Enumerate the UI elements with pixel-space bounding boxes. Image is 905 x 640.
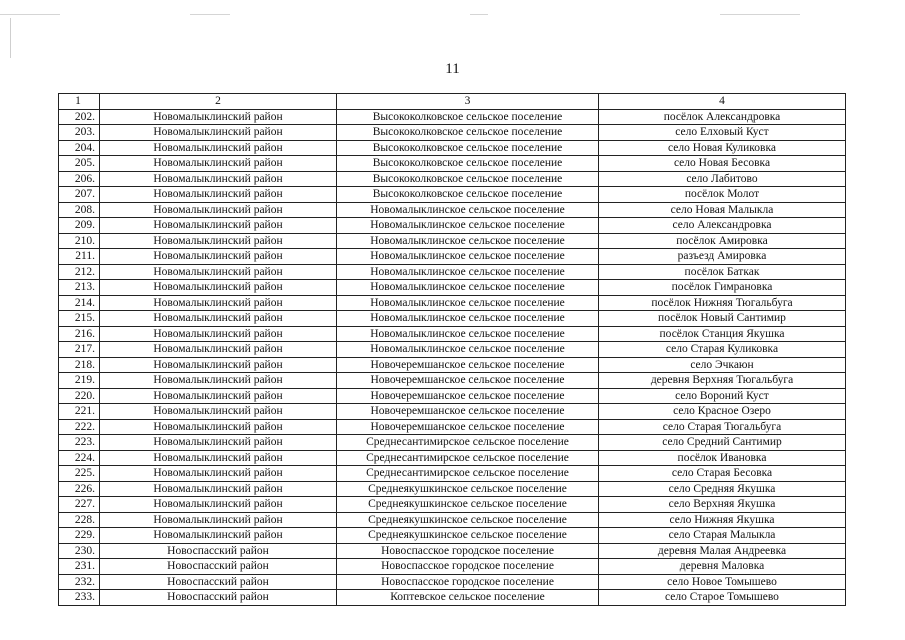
row-number-cell: 203.	[59, 125, 100, 141]
district-cell: Новомалыклинский район	[100, 404, 337, 420]
settlement-municipality-cell: Высококолковское сельское поселение	[337, 140, 599, 156]
locality-cell: село Старая Бесовка	[599, 466, 846, 482]
locality-cell: посёлок Гимрановка	[599, 280, 846, 296]
row-number-cell: 216.	[59, 326, 100, 342]
table-row	[59, 528, 846, 544]
settlement-municipality-cell: Высококолковское сельское поселение	[337, 187, 599, 203]
settlement-municipality-cell: Высококолковское сельское поселение	[337, 171, 599, 187]
district-cell: Новоспасский район	[100, 590, 337, 606]
district-cell: Новомалыклинский район	[100, 233, 337, 249]
table-row	[59, 249, 846, 265]
district-cell: Новомалыклинский район	[100, 264, 337, 280]
settlement-municipality-cell: Среднесантимирское сельское поселение	[337, 450, 599, 466]
locality-cell: село Эчкаюн	[599, 357, 846, 373]
row-number-cell: 229.	[59, 528, 100, 544]
settlement-municipality-cell: Новочеремшанское сельское поселение	[337, 388, 599, 404]
row-number-cell: 224.	[59, 450, 100, 466]
settlement-municipality-cell: Новомалыклинское сельское поселение	[337, 202, 599, 218]
district-cell: Новомалыклинский район	[100, 140, 337, 156]
table-row	[59, 218, 846, 234]
row-number-cell: 231.	[59, 559, 100, 575]
table-row	[59, 388, 846, 404]
settlement-municipality-cell: Высококолковское сельское поселение	[337, 156, 599, 172]
settlements-table	[58, 93, 846, 606]
row-number-cell: 211.	[59, 249, 100, 265]
table-row	[59, 140, 846, 156]
locality-cell: посёлок Новый Сантимир	[599, 311, 846, 327]
table-row	[59, 497, 846, 513]
row-number-cell: 232.	[59, 574, 100, 590]
row-number-cell: 221.	[59, 404, 100, 420]
row-number-cell: 233.	[59, 590, 100, 606]
locality-cell: село Новая Куликовка	[599, 140, 846, 156]
locality-cell: село Лабитово	[599, 171, 846, 187]
table-row	[59, 187, 846, 203]
table-row	[59, 233, 846, 249]
locality-cell: посёлок Александровка	[599, 109, 846, 125]
scan-artifact	[470, 14, 488, 15]
row-number-cell: 204.	[59, 140, 100, 156]
table-row	[59, 342, 846, 358]
locality-cell: село Александровка	[599, 218, 846, 234]
row-number-cell: 206.	[59, 171, 100, 187]
locality-cell: посёлок Станция Якушка	[599, 326, 846, 342]
settlement-municipality-cell: Новомалыклинское сельское поселение	[337, 218, 599, 234]
settlement-municipality-cell: Новочеремшанское сельское поселение	[337, 357, 599, 373]
district-cell: Новомалыклинский район	[100, 497, 337, 513]
district-cell: Новомалыклинский район	[100, 280, 337, 296]
column-header-4: 4	[599, 94, 846, 110]
district-cell: Новомалыклинский район	[100, 311, 337, 327]
page-number: 11	[445, 61, 460, 77]
table-row	[59, 590, 846, 606]
table-row	[59, 264, 846, 280]
row-number-cell: 208.	[59, 202, 100, 218]
scan-artifact	[720, 14, 800, 15]
row-number-cell: 214.	[59, 295, 100, 311]
row-number-cell: 217.	[59, 342, 100, 358]
row-number-cell: 227.	[59, 497, 100, 513]
column-header-3: 3	[337, 94, 599, 110]
table-row	[59, 326, 846, 342]
locality-cell: деревня Верхняя Тюгальбуга	[599, 373, 846, 389]
settlement-municipality-cell: Высококолковское сельское поселение	[337, 109, 599, 125]
row-number-cell: 223.	[59, 435, 100, 451]
district-cell: Новомалыклинский район	[100, 419, 337, 435]
locality-cell: село Новое Томышево	[599, 574, 846, 590]
row-number-cell: 218.	[59, 357, 100, 373]
settlement-municipality-cell: Новочеремшанское сельское поселение	[337, 373, 599, 389]
district-cell: Новомалыклинский район	[100, 125, 337, 141]
settlement-municipality-cell: Новоспасское городское поселение	[337, 559, 599, 575]
table-body	[59, 109, 846, 605]
settlement-municipality-cell: Новомалыклинское сельское поселение	[337, 311, 599, 327]
row-number-cell: 228.	[59, 512, 100, 528]
locality-cell: село Нижняя Якушка	[599, 512, 846, 528]
scan-artifact	[190, 14, 230, 15]
table-row	[59, 543, 846, 559]
district-cell: Новомалыклинский район	[100, 435, 337, 451]
settlement-municipality-cell: Новочеремшанское сельское поселение	[337, 419, 599, 435]
district-cell: Новомалыклинский район	[100, 342, 337, 358]
table-row	[59, 280, 846, 296]
district-cell: Новоспасский район	[100, 543, 337, 559]
locality-cell: разъезд Амировка	[599, 249, 846, 265]
table-row	[59, 109, 846, 125]
table-row	[59, 450, 846, 466]
settlement-municipality-cell: Новомалыклинское сельское поселение	[337, 280, 599, 296]
row-number-cell: 220.	[59, 388, 100, 404]
district-cell: Новомалыклинский район	[100, 156, 337, 172]
table-row	[59, 419, 846, 435]
row-number-cell: 222.	[59, 419, 100, 435]
settlement-municipality-cell: Среднеякушкинское сельское поселение	[337, 497, 599, 513]
locality-cell: село Елховый Куст	[599, 125, 846, 141]
settlement-municipality-cell: Новомалыклинское сельское поселение	[337, 249, 599, 265]
district-cell: Новомалыклинский район	[100, 295, 337, 311]
row-number-cell: 219.	[59, 373, 100, 389]
locality-cell: посёлок Нижняя Тюгальбуга	[599, 295, 846, 311]
district-cell: Новомалыклинский район	[100, 512, 337, 528]
table-row	[59, 125, 846, 141]
row-number-cell: 213.	[59, 280, 100, 296]
settlement-municipality-cell: Высококолковское сельское поселение	[337, 125, 599, 141]
settlement-municipality-cell: Новомалыклинское сельское поселение	[337, 295, 599, 311]
table-row	[59, 156, 846, 172]
district-cell: Новомалыклинский район	[100, 326, 337, 342]
locality-cell: село Старая Куликовка	[599, 342, 846, 358]
settlement-municipality-cell: Среднесантимирское сельское поселение	[337, 466, 599, 482]
table-row	[59, 404, 846, 420]
district-cell: Новомалыклинский район	[100, 388, 337, 404]
locality-cell: посёлок Молот	[599, 187, 846, 203]
column-header-2: 2	[100, 94, 337, 110]
locality-cell: село Новая Малыкла	[599, 202, 846, 218]
locality-cell: село Красное Озеро	[599, 404, 846, 420]
settlement-municipality-cell: Коптевское сельское поселение	[337, 590, 599, 606]
row-number-cell: 205.	[59, 156, 100, 172]
row-number-cell: 230.	[59, 543, 100, 559]
district-cell: Новомалыклинский район	[100, 450, 337, 466]
district-cell: Новомалыклинский район	[100, 218, 337, 234]
settlement-municipality-cell: Новомалыклинское сельское поселение	[337, 233, 599, 249]
table-row	[59, 466, 846, 482]
district-cell: Новомалыклинский район	[100, 171, 337, 187]
district-cell: Новомалыклинский район	[100, 187, 337, 203]
locality-cell: село Вороний Куст	[599, 388, 846, 404]
settlement-municipality-cell: Среднеякушкинское сельское поселение	[337, 512, 599, 528]
locality-cell: посёлок Баткак	[599, 264, 846, 280]
row-number-cell: 207.	[59, 187, 100, 203]
row-number-cell: 215.	[59, 311, 100, 327]
table-row	[59, 202, 846, 218]
district-cell: Новомалыклинский район	[100, 466, 337, 482]
table-row	[59, 357, 846, 373]
district-cell: Новоспасский район	[100, 559, 337, 575]
table-row	[59, 559, 846, 575]
settlement-municipality-cell: Новочеремшанское сельское поселение	[337, 404, 599, 420]
row-number-cell: 209.	[59, 218, 100, 234]
locality-cell: село Верхняя Якушка	[599, 497, 846, 513]
locality-cell: село Старая Тюгальбуга	[599, 419, 846, 435]
settlement-municipality-cell: Среднесантимирское сельское поселение	[337, 435, 599, 451]
settlement-municipality-cell: Новоспасское городское поселение	[337, 543, 599, 559]
district-cell: Новомалыклинский район	[100, 481, 337, 497]
row-number-cell: 210.	[59, 233, 100, 249]
locality-cell: село Старое Томышево	[599, 590, 846, 606]
scan-artifact	[0, 14, 60, 15]
table-row	[59, 295, 846, 311]
locality-cell: посёлок Ивановка	[599, 450, 846, 466]
row-number-cell: 225.	[59, 466, 100, 482]
row-number-cell: 202.	[59, 109, 100, 125]
table-row	[59, 435, 846, 451]
row-number-cell: 226.	[59, 481, 100, 497]
column-header-1: 1	[59, 94, 100, 110]
table-row	[59, 574, 846, 590]
settlement-municipality-cell: Среднеякушкинское сельское поселение	[337, 481, 599, 497]
table-header-row	[59, 94, 846, 110]
locality-cell: село Старая Малыкла	[599, 528, 846, 544]
district-cell: Новомалыклинский район	[100, 357, 337, 373]
district-cell: Новомалыклинский район	[100, 109, 337, 125]
settlement-municipality-cell: Новоспасское городское поселение	[337, 574, 599, 590]
locality-cell: село Средний Сантимир	[599, 435, 846, 451]
row-number-cell: 212.	[59, 264, 100, 280]
locality-cell: посёлок Амировка	[599, 233, 846, 249]
table-row	[59, 171, 846, 187]
locality-cell: деревня Малая Андреевка	[599, 543, 846, 559]
settlement-municipality-cell: Новомалыклинское сельское поселение	[337, 326, 599, 342]
table-row	[59, 311, 846, 327]
table-row	[59, 512, 846, 528]
table-row	[59, 373, 846, 389]
locality-cell: деревня Маловка	[599, 559, 846, 575]
settlement-municipality-cell: Новомалыклинское сельское поселение	[337, 264, 599, 280]
district-cell: Новомалыклинский район	[100, 528, 337, 544]
district-cell: Новомалыклинский район	[100, 202, 337, 218]
table-row	[59, 481, 846, 497]
settlement-municipality-cell: Новомалыклинское сельское поселение	[337, 342, 599, 358]
district-cell: Новомалыклинский район	[100, 249, 337, 265]
scan-artifact	[10, 18, 11, 58]
district-cell: Новомалыклинский район	[100, 373, 337, 389]
district-cell: Новоспасский район	[100, 574, 337, 590]
locality-cell: село Средняя Якушка	[599, 481, 846, 497]
locality-cell: село Новая Бесовка	[599, 156, 846, 172]
settlement-municipality-cell: Среднеякушкинское сельское поселение	[337, 528, 599, 544]
